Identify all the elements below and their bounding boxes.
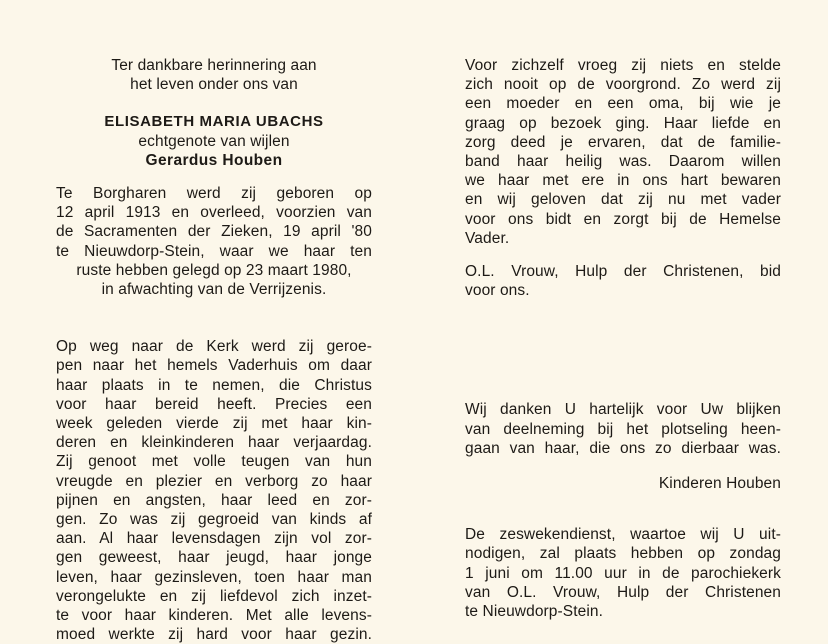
service-line: nodigen, zal plaats hebben op zondag	[465, 545, 781, 563]
paragraph-line: voor ons bidt en zorgt bij de Hemelse	[465, 210, 781, 228]
bio-line: Te Borgharen werd zij geboren op	[56, 185, 372, 203]
story-line: verongelukte en zij liefdevol zich inzet-	[56, 587, 372, 605]
story-line: voor haar bereid heeft. Precies een	[56, 395, 372, 413]
left-column	[56, 56, 372, 644]
story-line: gen geweest, haar jeugd, haar jonge	[56, 549, 372, 567]
service-line: 1 juni om 11.00 uur in de parochiekerk	[465, 564, 781, 582]
story-line: vreugde en plezier en verborg zo haar	[56, 472, 372, 490]
spouse-line: echtgenote van wijlen	[138, 132, 290, 150]
intro-line: Ter dankbare herinnering aan	[111, 57, 317, 74]
deceased-name: ELISABETH MARIA UBACHS	[104, 113, 324, 131]
service-notice	[465, 525, 781, 621]
bio-line: 12 april 1913 en overleed, voorzien van	[56, 204, 372, 222]
intro-line: het leven onder ons van	[130, 76, 298, 94]
paragraph-line: zich nooit op de voorgrond. Zo werd zij	[465, 76, 781, 94]
story-line: aan. Al haar levensdagen zijn vol zor-	[56, 530, 372, 548]
biography	[56, 184, 372, 299]
story-line: Op weg naar de Kerk werd zij geroe-	[56, 338, 372, 356]
thanks-line: van deelneming bij het plotseling heen-	[465, 420, 781, 438]
story-line: moed werkte zij hard voor haar gezin.	[56, 626, 372, 644]
paragraph-line: een moeder en een oma, bij wie je	[465, 95, 781, 113]
spouse-name: Gerardus Houben	[145, 151, 283, 169]
service-line: te Nieuwdorp-Stein.	[465, 603, 604, 621]
story-line: pen naar het hemels Vaderhuis om daar	[56, 357, 372, 375]
paragraph-line: Vader.	[465, 229, 510, 247]
bio-line: de Sacramenten der Zieken, 19 april '80	[56, 223, 372, 241]
service-line: De zeswekendienst, waartoe wij U uit-	[465, 526, 781, 544]
paragraph-line: we haar met ere in ons hart bewaren	[465, 172, 781, 190]
story-line: te voor haar kinderen. Met alle levens-	[56, 607, 372, 625]
thanks-line: Wij danken U hartelijk voor Uw blijken	[465, 401, 781, 419]
paragraph-line: zorg deed je ervaren, dat de familie-	[465, 133, 781, 151]
bio-line: ruste hebben gelegd op 23 maart 1980,	[76, 261, 352, 279]
story-line: haar plaats in te nemen, die Christus	[56, 376, 372, 394]
prayer-line: O.L. Vrouw, Hulp der Christenen, bid	[465, 263, 781, 281]
prayer-line: voor ons.	[465, 282, 530, 300]
thanks-line: gaan van haar, die ons zo dierbaar was.	[465, 439, 781, 457]
story	[56, 337, 372, 644]
paragraph-line: band haar heilig was. Daarom willen	[465, 153, 781, 171]
right-column	[465, 56, 781, 621]
paragraph-line: en wij geloven dat zij nu met vader	[465, 191, 781, 209]
story-line: gen. Zo was zij gegroeid van kinds af	[56, 511, 372, 529]
bio-line: te Nieuwdorp-Stein, waar we haar ten	[56, 242, 372, 260]
story-line: deren en kleinkinderen haar verjaardag.	[56, 434, 372, 452]
paragraph-line: graag op bezoek ging. Haar liefde en	[465, 114, 781, 132]
service-line: van O.L. Vrouw, Hulp der Christenen	[465, 583, 781, 601]
story-line: pijnen en angsten, haar leed en zor-	[56, 491, 372, 509]
story-line: week geleden vierde zij met haar kin-	[56, 415, 372, 433]
signature: Kinderen Houben	[658, 475, 781, 493]
intro	[56, 56, 372, 94]
prayer	[465, 262, 781, 300]
story-line: Zij genoot met volle teugen van hun	[56, 453, 372, 471]
story-line: leven, haar gezinsleven, toen haar man	[56, 568, 372, 586]
character-paragraph	[465, 56, 781, 248]
paragraph-line: Voor zichzelf vroeg zij niets en stelde	[465, 57, 781, 74]
thanks	[465, 400, 781, 458]
bio-line: in afwachting van de Verrijzenis.	[101, 281, 327, 299]
